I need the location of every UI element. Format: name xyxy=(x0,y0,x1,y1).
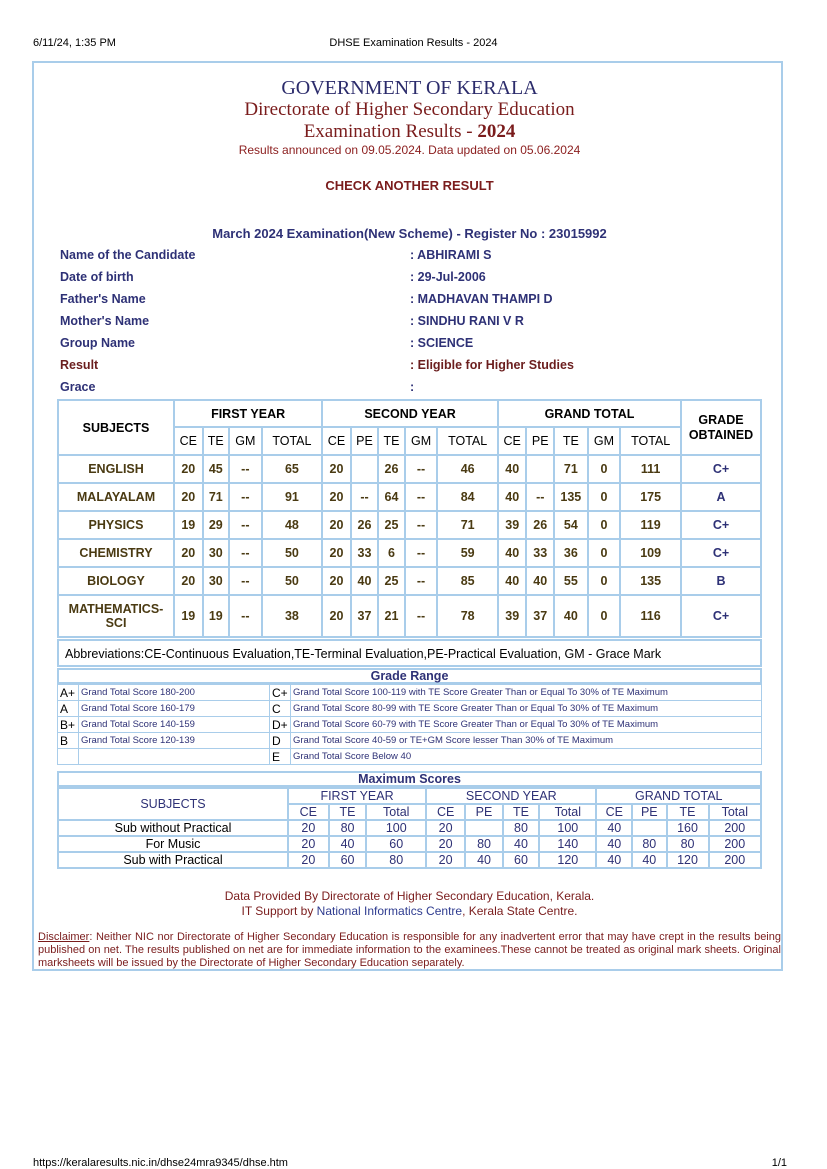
mark-cell: 40 xyxy=(351,567,379,595)
max-cell: 100 xyxy=(539,820,596,836)
marks-subheader: PE xyxy=(526,427,554,455)
it-support-label: IT Support by xyxy=(241,904,317,918)
max-cell: 80 xyxy=(503,820,539,836)
mark-cell: 40 xyxy=(498,455,527,483)
h-grand-total: GRAND TOTAL xyxy=(498,400,681,427)
mark-cell: 38 xyxy=(262,595,323,637)
mark-cell: -- xyxy=(229,567,262,595)
mark-cell: 59 xyxy=(437,539,498,567)
max-h-second: SECOND YEAR xyxy=(426,788,596,804)
max-cell: 40 xyxy=(503,836,539,852)
subject-name: PHYSICS xyxy=(58,511,174,539)
max-subheader: PE xyxy=(465,804,503,820)
marks-subheader: CE xyxy=(498,427,527,455)
max-cell: 200 xyxy=(709,836,761,852)
mark-cell: 20 xyxy=(174,567,203,595)
h-second-year: SECOND YEAR xyxy=(322,400,498,427)
max-cell: 80 xyxy=(632,836,666,852)
grade-range-row xyxy=(58,749,762,765)
max-subheader: TE xyxy=(503,804,539,820)
abbreviations: Abbreviations:CE-Continuous Evaluation,TE-Terminal Evaluation,PE-Practical Evaluation, GM - Grace Mark xyxy=(57,639,762,667)
max-row xyxy=(58,852,761,868)
h-first-year: FIRST YEAR xyxy=(174,400,322,427)
mark-cell: 135 xyxy=(554,483,588,511)
exam-results-title xyxy=(34,121,785,143)
print-datetime: 6/11/24, 1:35 PM xyxy=(33,37,116,49)
max-h-subjects: SUBJECTS xyxy=(58,788,288,820)
grade-description xyxy=(79,749,270,765)
mark-cell: 0 xyxy=(588,567,621,595)
mark-cell: 37 xyxy=(526,595,554,637)
data-provider-note: Data Provided By Directorate of Higher Secondary Education, Kerala. xyxy=(224,889,595,903)
marks-subheader: CE xyxy=(174,427,203,455)
mark-cell: 20 xyxy=(322,483,351,511)
mark-cell: 26 xyxy=(526,511,554,539)
table-row xyxy=(58,483,761,511)
grade-description: Grand Total Score 60-79 with TE Score Greater Than or Equal To 30% of TE Maximum xyxy=(291,717,762,733)
mark-cell: 46 xyxy=(437,455,498,483)
max-cell: 60 xyxy=(329,852,367,868)
max-subheader: Total xyxy=(709,804,761,820)
grade-description: Grand Total Score 140-159 xyxy=(79,717,270,733)
announcement-text: Results announced on 09.05.2024. Data updated on 05.06.2024 xyxy=(238,143,581,157)
mark-cell: 36 xyxy=(554,539,588,567)
max-cell: 80 xyxy=(667,836,709,852)
max-cell: 120 xyxy=(667,852,709,868)
grade-range-row xyxy=(58,685,762,701)
subject-name: MATHEMATICS-SCI xyxy=(58,595,174,637)
result-frame xyxy=(32,61,783,971)
nic-link[interactable]: National Informatics Centre xyxy=(316,904,463,918)
grade-letter: B xyxy=(58,733,79,749)
max-cell: 20 xyxy=(288,852,329,868)
max-cell: 20 xyxy=(288,836,329,852)
grade-range-table xyxy=(57,684,762,765)
grade-letter: D xyxy=(270,733,291,749)
mark-cell: -- xyxy=(405,511,438,539)
mark-cell: 37 xyxy=(351,595,379,637)
max-cell: 40 xyxy=(329,836,367,852)
mark-cell: -- xyxy=(405,539,438,567)
marks-subheader: GM xyxy=(588,427,621,455)
mark-cell: 91 xyxy=(262,483,323,511)
mark-cell: 0 xyxy=(588,483,621,511)
grade-cell: C+ xyxy=(681,511,761,539)
grade-description: Grand Total Score Below 40 xyxy=(291,749,762,765)
info-label: Mother's Name xyxy=(60,314,150,328)
mark-cell: 85 xyxy=(437,567,498,595)
max-subheader: Total xyxy=(366,804,426,820)
max-subheader: PE xyxy=(632,804,666,820)
mark-cell: -- xyxy=(229,483,262,511)
info-label: Date of birth xyxy=(60,270,134,284)
max-subheader: CE xyxy=(596,804,632,820)
mark-cell: 54 xyxy=(554,511,588,539)
max-h-grand: GRAND TOTAL xyxy=(596,788,761,804)
exam-year: 2024 xyxy=(477,121,516,142)
max-cell: 60 xyxy=(366,836,426,852)
mark-cell: -- xyxy=(405,567,438,595)
mark-cell: 40 xyxy=(498,539,527,567)
marks-subheader: TE xyxy=(378,427,404,455)
max-cell: 40 xyxy=(596,836,632,852)
mark-cell: 0 xyxy=(588,455,621,483)
max-cell: 80 xyxy=(329,820,367,836)
disclaimer-text: : Neither NIC nor Directorate of Higher Secondary Education is responsible for any inadvertent error that may have crept in the results being published on net. The results published on net are for immediate information to the examinees.These cannot be treated as original mark sheets. Original marksheets will be issued by the Directorate of Higher Secondary Education separately. xyxy=(38,931,781,969)
table-row xyxy=(58,511,761,539)
table-row xyxy=(58,567,761,595)
info-label: Grace xyxy=(60,380,96,394)
marks-subheader: TOTAL xyxy=(262,427,323,455)
max-subheader: TE xyxy=(329,804,367,820)
mark-cell: 40 xyxy=(554,595,588,637)
max-cell: 40 xyxy=(596,852,632,868)
info-value: : 29-Jul-2006 xyxy=(410,270,486,284)
mark-cell: 71 xyxy=(437,511,498,539)
subject-name: CHEMISTRY xyxy=(58,539,174,567)
print-page-number: 1/1 xyxy=(771,1157,787,1169)
max-subheader: Total xyxy=(539,804,596,820)
grade-description: Grand Total Score 100-119 with TE Score Greater Than or Equal To 30% of TE Maximum xyxy=(291,685,762,701)
mark-cell: 30 xyxy=(203,539,229,567)
mark-cell: -- xyxy=(405,455,438,483)
max-cell: 140 xyxy=(539,836,596,852)
h-subjects: SUBJECTS xyxy=(58,400,174,455)
disclaimer xyxy=(38,931,781,970)
info-value: : SCIENCE xyxy=(410,336,474,350)
gov-title: GOVERNMENT OF KERALA xyxy=(281,77,538,99)
mark-cell: 20 xyxy=(174,483,203,511)
check-another-result-link[interactable]: CHECK ANOTHER RESULT xyxy=(325,178,494,193)
info-value: : Eligible for Higher Studies xyxy=(410,358,574,372)
mark-cell: 21 xyxy=(378,595,404,637)
mark-cell: 0 xyxy=(588,539,621,567)
max-cell: 20 xyxy=(288,820,329,836)
marks-subheader: CE xyxy=(322,427,351,455)
max-cell: 80 xyxy=(465,836,503,852)
exam-register-line: March 2024 Examination(New Scheme) - Register No : 23015992 xyxy=(212,226,607,241)
grade-range-row xyxy=(58,717,762,733)
mark-cell: 25 xyxy=(378,567,404,595)
grade-letter xyxy=(58,749,79,765)
mark-cell: 40 xyxy=(498,567,527,595)
table-row xyxy=(58,455,761,483)
table-row xyxy=(58,595,761,637)
subject-name: MALAYALAM xyxy=(58,483,174,511)
mark-cell: 26 xyxy=(378,455,404,483)
it-support-note xyxy=(34,904,785,918)
mark-cell: 48 xyxy=(262,511,323,539)
grade-description: Grand Total Score 80-99 with TE Score Greater Than or Equal To 30% of TE Maximum xyxy=(291,701,762,717)
mark-cell: 65 xyxy=(262,455,323,483)
mark-cell: 29 xyxy=(203,511,229,539)
info-label: Name of the Candidate xyxy=(60,248,196,262)
mark-cell: 50 xyxy=(262,539,323,567)
mark-cell: 116 xyxy=(620,595,681,637)
mark-cell: 78 xyxy=(437,595,498,637)
marks-subheader: TOTAL xyxy=(620,427,681,455)
marks-subheader: GM xyxy=(405,427,438,455)
mark-cell: -- xyxy=(526,483,554,511)
max-subheader: TE xyxy=(667,804,709,820)
mark-cell: 40 xyxy=(526,567,554,595)
max-cell: 80 xyxy=(366,852,426,868)
grade-description: Grand Total Score 160-179 xyxy=(79,701,270,717)
max-cell: 160 xyxy=(667,820,709,836)
subject-name: BIOLOGY xyxy=(58,567,174,595)
print-page-title: DHSE Examination Results - 2024 xyxy=(329,37,498,49)
mark-cell: -- xyxy=(405,595,438,637)
mark-cell: 39 xyxy=(498,595,527,637)
directorate-title: Directorate of Higher Secondary Education xyxy=(244,99,575,120)
grade-description: Grand Total Score 120-139 xyxy=(79,733,270,749)
marks-subheader: TE xyxy=(554,427,588,455)
mark-cell: 25 xyxy=(378,511,404,539)
mark-cell: 84 xyxy=(437,483,498,511)
exam-results-label: Examination Results - xyxy=(303,121,478,142)
info-label: Group Name xyxy=(60,336,136,350)
mark-cell: 20 xyxy=(322,455,351,483)
max-cell: 200 xyxy=(709,820,761,836)
grade-cell: B xyxy=(681,567,761,595)
mark-cell: 20 xyxy=(322,595,351,637)
max-cell xyxy=(632,820,666,836)
grade-letter: A xyxy=(58,701,79,717)
max-cell: 120 xyxy=(539,852,596,868)
max-subject: For Music xyxy=(58,836,288,852)
grade-cell: C+ xyxy=(681,455,761,483)
grade-cell: C+ xyxy=(681,539,761,567)
max-cell: 100 xyxy=(366,820,426,836)
mark-cell: 45 xyxy=(203,455,229,483)
grade-letter: A+ xyxy=(58,685,79,701)
max-cell: 40 xyxy=(596,820,632,836)
max-cell: 40 xyxy=(632,852,666,868)
mark-cell: 26 xyxy=(351,511,379,539)
mark-cell: -- xyxy=(229,539,262,567)
mark-cell: 19 xyxy=(203,595,229,637)
grade-letter: B+ xyxy=(58,717,79,733)
mark-cell: -- xyxy=(229,455,262,483)
max-row xyxy=(58,836,761,852)
grade-letter: E xyxy=(270,749,291,765)
mark-cell: 40 xyxy=(498,483,527,511)
subject-name: ENGLISH xyxy=(58,455,174,483)
grade-cell: A xyxy=(681,483,761,511)
max-cell: 20 xyxy=(426,820,465,836)
mark-cell: 20 xyxy=(174,539,203,567)
max-subject: Sub with Practical xyxy=(58,852,288,868)
mark-cell: 20 xyxy=(322,511,351,539)
max-cell: 20 xyxy=(426,852,465,868)
mark-cell: 20 xyxy=(322,567,351,595)
max-cell: 40 xyxy=(465,852,503,868)
marks-subheader: TOTAL xyxy=(437,427,498,455)
mark-cell: 50 xyxy=(262,567,323,595)
mark-cell: 33 xyxy=(351,539,379,567)
marks-table xyxy=(57,399,762,638)
mark-cell: 71 xyxy=(554,455,588,483)
info-value: : SINDHU RANI V R xyxy=(410,314,524,328)
mark-cell: 55 xyxy=(554,567,588,595)
grade-letter: C xyxy=(270,701,291,717)
grade-letter: C+ xyxy=(270,685,291,701)
info-value: : MADHAVAN THAMPI D xyxy=(410,292,553,306)
mark-cell: 71 xyxy=(203,483,229,511)
max-cell: 200 xyxy=(709,852,761,868)
grade-range-row xyxy=(58,733,762,749)
h-grade-obtained: GRADE OBTAINED xyxy=(681,400,761,455)
mark-cell xyxy=(351,455,379,483)
table-row xyxy=(58,539,761,567)
mark-cell xyxy=(526,455,554,483)
mark-cell: 6 xyxy=(378,539,404,567)
grade-cell: C+ xyxy=(681,595,761,637)
grade-description: Grand Total Score 180-200 xyxy=(79,685,270,701)
grade-range-row xyxy=(58,701,762,717)
max-row xyxy=(58,820,761,836)
mark-cell: 20 xyxy=(174,455,203,483)
max-subheader: CE xyxy=(426,804,465,820)
grade-description: Grand Total Score 40-59 or TE+GM Score lesser Than 30% of TE Maximum xyxy=(291,733,762,749)
grade-letter: D+ xyxy=(270,717,291,733)
mark-cell: -- xyxy=(405,483,438,511)
max-h-first: FIRST YEAR xyxy=(288,788,426,804)
print-url: https://keralaresults.nic.in/dhse24mra9345/dhse.htm xyxy=(33,1157,288,1169)
mark-cell: 119 xyxy=(620,511,681,539)
mark-cell: 135 xyxy=(620,567,681,595)
mark-cell: 30 xyxy=(203,567,229,595)
info-value: : xyxy=(410,380,415,394)
max-cell xyxy=(465,820,503,836)
mark-cell: 19 xyxy=(174,595,203,637)
mark-cell: 33 xyxy=(526,539,554,567)
max-cell: 60 xyxy=(503,852,539,868)
mark-cell: -- xyxy=(229,595,262,637)
max-scores-table xyxy=(57,787,762,869)
mark-cell: 175 xyxy=(620,483,681,511)
it-support-suffix: , Kerala State Centre. xyxy=(462,904,578,918)
mark-cell: 0 xyxy=(588,595,621,637)
info-value: : ABHIRAMI S xyxy=(410,248,492,262)
max-cell: 20 xyxy=(426,836,465,852)
info-label: Father's Name xyxy=(60,292,146,306)
mark-cell: 64 xyxy=(378,483,404,511)
marks-subheader: TE xyxy=(203,427,229,455)
mark-cell: 39 xyxy=(498,511,527,539)
max-scores-title: Maximum Scores xyxy=(57,771,762,787)
mark-cell: 19 xyxy=(174,511,203,539)
mark-cell: 0 xyxy=(588,511,621,539)
max-subject: Sub without Practical xyxy=(58,820,288,836)
max-subheader: CE xyxy=(288,804,329,820)
grade-range-title: Grade Range xyxy=(57,668,762,684)
mark-cell: -- xyxy=(229,511,262,539)
info-label: Result xyxy=(60,358,99,372)
mark-cell: 111 xyxy=(620,455,681,483)
marks-subheader: PE xyxy=(351,427,379,455)
mark-cell: 109 xyxy=(620,539,681,567)
disclaimer-label: Disclaimer xyxy=(38,931,90,943)
marks-subheader: GM xyxy=(229,427,262,455)
mark-cell: -- xyxy=(351,483,379,511)
mark-cell: 20 xyxy=(322,539,351,567)
